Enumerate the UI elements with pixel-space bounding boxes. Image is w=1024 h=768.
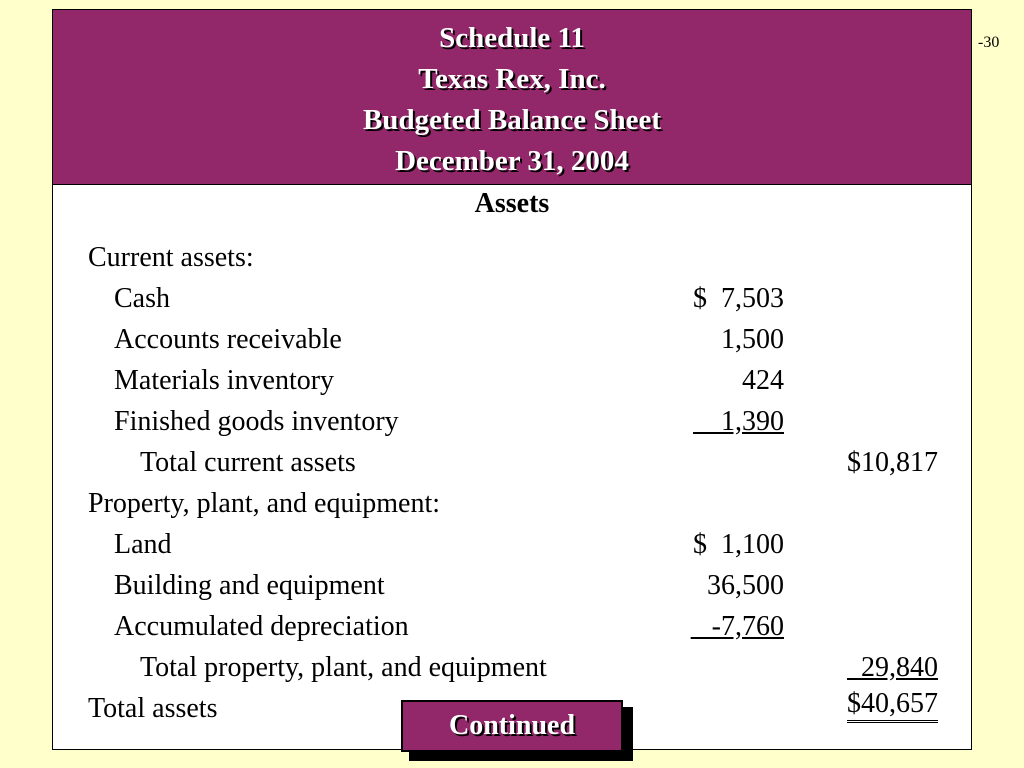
row-label-accounts-receivable: Accounts receivable bbox=[114, 324, 342, 355]
table-row bbox=[0, 565, 1024, 606]
materials-inventory-amount: 424 bbox=[742, 365, 784, 396]
total-ppe-amount: 29,840 bbox=[847, 652, 938, 683]
section-title-assets: Assets bbox=[474, 188, 550, 219]
cash-amount: $ 7,503 bbox=[693, 283, 784, 314]
table-row bbox=[0, 319, 1024, 360]
table-row bbox=[0, 647, 1024, 688]
row-label-accumulated-depreciation: Accumulated depreciation bbox=[114, 611, 409, 642]
total-assets-amount: $40,657 bbox=[847, 688, 938, 723]
building-equipment-amount: 36,500 bbox=[707, 570, 784, 601]
table-row bbox=[0, 483, 1024, 524]
statement-title: Budgeted Balance Sheet bbox=[362, 104, 662, 136]
row-label-ppe: Property, plant, and equipment: bbox=[88, 488, 440, 519]
row-label-materials-inventory: Materials inventory bbox=[114, 365, 335, 396]
row-label-finished-goods-inventory: Finished goods inventory bbox=[114, 406, 399, 437]
table-row bbox=[0, 237, 1024, 278]
row-label-building-equipment: Building and equipment bbox=[114, 570, 385, 601]
row-label-cash: Cash bbox=[114, 283, 170, 314]
table-row bbox=[0, 524, 1024, 565]
schedule-title: Schedule 11 bbox=[439, 22, 585, 54]
row-label-total-assets: Total assets bbox=[88, 693, 218, 724]
row-label-current-assets: Current assets: bbox=[88, 242, 254, 273]
finished-goods-inventory-amount: 1,390 bbox=[693, 406, 784, 437]
slide-number: -30 bbox=[978, 34, 1000, 51]
table-row bbox=[0, 278, 1024, 319]
table-row bbox=[0, 442, 1024, 483]
statement-date: December 31, 2004 bbox=[395, 145, 629, 177]
row-label-total-current-assets: Total current assets bbox=[140, 447, 356, 478]
row-label-land: Land bbox=[114, 529, 172, 560]
accounts-receivable-amount: 1,500 bbox=[721, 324, 784, 355]
row-label-total-ppe: Total property, plant, and equipment bbox=[140, 652, 547, 683]
company-name: Texas Rex, Inc. bbox=[418, 63, 606, 95]
continued-button[interactable]: Continued bbox=[401, 700, 623, 752]
total-current-assets-amount: $10,817 bbox=[847, 447, 938, 478]
table-row bbox=[0, 360, 1024, 401]
title-banner bbox=[53, 10, 971, 185]
accumulated-depreciation-amount: -7,760 bbox=[690, 611, 784, 642]
table-row bbox=[0, 401, 1024, 442]
table-row bbox=[0, 606, 1024, 647]
land-amount: $ 1,100 bbox=[693, 529, 784, 560]
